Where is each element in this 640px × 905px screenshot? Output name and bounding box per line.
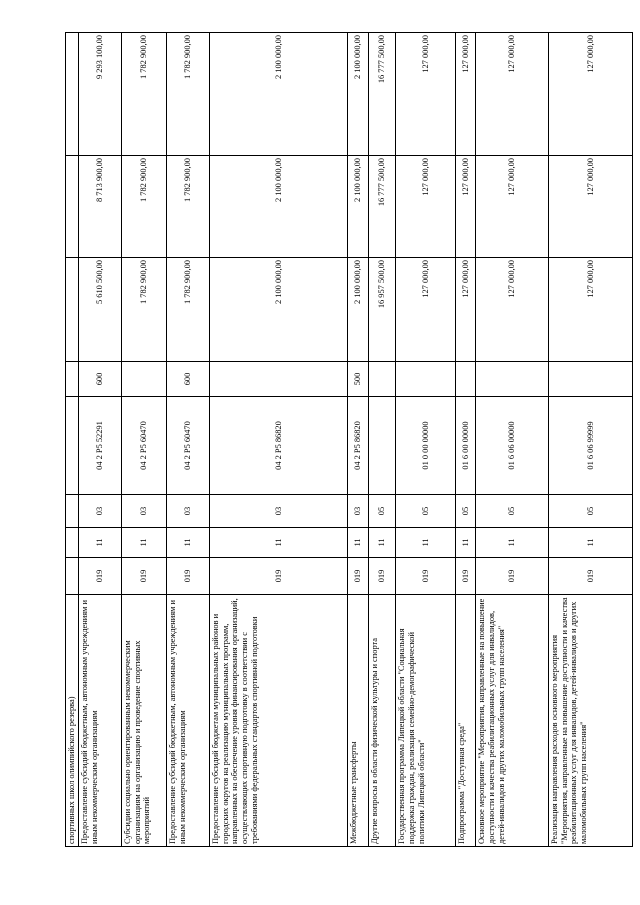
amount-year-3: 1 782 900,00 — [121, 33, 166, 156]
amount-year-3 — [66, 33, 79, 156]
target-article-code: 04 2 P5 52291 — [78, 397, 121, 495]
target-article-code — [368, 397, 396, 495]
amount-year-1: 127 000,00 — [396, 258, 455, 362]
row-name: Другие вопросы в области физической культуры и спорта — [368, 595, 396, 847]
ministry-code: 019 — [78, 558, 121, 595]
amount-year-1: 127 000,00 — [548, 258, 632, 362]
ministry-code: 019 — [121, 558, 166, 595]
table-row — [348, 33, 368, 847]
target-article-code: 01 6 06 99999 — [548, 397, 632, 495]
table-row — [548, 33, 632, 847]
expense-type-code — [548, 362, 632, 397]
section-code: 11 — [396, 528, 455, 558]
expense-type-code — [210, 362, 348, 397]
section-code: 11 — [476, 528, 549, 558]
expense-type-code: 600 — [167, 362, 210, 397]
subsection-code: 03 — [210, 495, 348, 528]
row-name: Подпрограмма "Доступная среда" — [455, 595, 475, 847]
amount-year-2: 16 777 500,00 — [368, 156, 396, 258]
expense-type-code — [396, 362, 455, 397]
table-row — [368, 33, 396, 847]
amount-year-3: 1 782 900,00 — [167, 33, 210, 156]
row-name: спортивных школ олимпийского резерва) — [66, 595, 79, 847]
amount-year-1: 1 782 900,00 — [167, 258, 210, 362]
expense-type-code — [476, 362, 549, 397]
row-name: Предоставление субсидий бюджетам муниципальных районов и городских округов на реализацию муниципальных программ, направленных на обеспечение уровня финансирования организаций, осуществляющих спортивную подготовку в соответствии с требованиями федеральных стандартов спортивной подготовки — [210, 595, 348, 847]
amount-year-1: 127 000,00 — [476, 258, 549, 362]
amount-year-3: 127 000,00 — [548, 33, 632, 156]
section-code: 11 — [348, 528, 368, 558]
target-article-code: 04 2 P5 60470 — [167, 397, 210, 495]
ministry-code: 019 — [548, 558, 632, 595]
ministry-code: 019 — [348, 558, 368, 595]
table-row — [396, 33, 455, 847]
rotated-table-container — [65, 33, 633, 847]
table-row — [476, 33, 549, 847]
amount-year-1: 1 782 900,00 — [121, 258, 166, 362]
expense-type-code — [368, 362, 396, 397]
row-name: Основное мероприятие "Мероприятия, направленные на повышение доступности и качества реабилитационных услуг для инвалидов, детей-инвалидов и других маломобильных групп населения" — [476, 595, 549, 847]
section-code: 11 — [548, 528, 632, 558]
target-article-code: 04 2 P5 60470 — [121, 397, 166, 495]
subsection-code: 05 — [476, 495, 549, 528]
row-name: Государственная программа Липецкой области "Социальная поддержка граждан, реализация семейно-демографической политики Липецкой области" — [396, 595, 455, 847]
target-article-code — [66, 397, 79, 495]
row-name: Предоставление субсидий бюджетным, автономным учреждениям и иным некоммерческим организациям — [167, 595, 210, 847]
amount-year-2: 127 000,00 — [548, 156, 632, 258]
ministry-code — [66, 558, 79, 595]
amount-year-2: 127 000,00 — [455, 156, 475, 258]
amount-year-3: 2 100 000,00 — [210, 33, 348, 156]
expense-type-code: 500 — [348, 362, 368, 397]
amount-year-3: 2 100 000,00 — [348, 33, 368, 156]
amount-year-1: 2 100 000,00 — [210, 258, 348, 362]
target-article-code: 04 2 P5 86820 — [348, 397, 368, 495]
section-code: 11 — [455, 528, 475, 558]
amount-year-2: 127 000,00 — [396, 156, 455, 258]
section-code — [66, 528, 79, 558]
row-name: Межбюджетные трансферты — [348, 595, 368, 847]
amount-year-3: 16 777 500,00 — [368, 33, 396, 156]
subsection-code — [66, 495, 79, 528]
section-code: 11 — [210, 528, 348, 558]
amount-year-3: 9 293 100,00 — [78, 33, 121, 156]
table-row — [455, 33, 475, 847]
amount-year-1: 2 100 000,00 — [348, 258, 368, 362]
expense-type-code — [455, 362, 475, 397]
subsection-code: 05 — [396, 495, 455, 528]
amount-year-2: 2 100 000,00 — [348, 156, 368, 258]
section-code: 11 — [167, 528, 210, 558]
ministry-code: 019 — [210, 558, 348, 595]
subsection-code: 05 — [368, 495, 396, 528]
amount-year-3: 127 000,00 — [476, 33, 549, 156]
amount-year-1: 16 957 500,00 — [368, 258, 396, 362]
table-row — [78, 33, 121, 847]
ministry-code: 019 — [167, 558, 210, 595]
amount-year-2: 1 782 900,00 — [167, 156, 210, 258]
amount-year-1: 127 000,00 — [455, 258, 475, 362]
subsection-code: 03 — [78, 495, 121, 528]
expense-type-code — [66, 362, 79, 397]
row-name: Субсидии социально ориентированным некоммерческим организациям на организацию и проведение спортивных мероприятий — [121, 595, 166, 847]
target-article-code: 04 2 P5 86820 — [210, 397, 348, 495]
table-row — [210, 33, 348, 847]
target-article-code: 01 6 06 00000 — [476, 397, 549, 495]
table-row — [167, 33, 210, 847]
subsection-code: 03 — [121, 495, 166, 528]
ministry-code: 019 — [476, 558, 549, 595]
amount-year-1 — [66, 258, 79, 362]
amount-year-1: 5 610 500,00 — [78, 258, 121, 362]
row-name: Реализация направления расходов основного мероприятия "Мероприятия, направленные на повышение доступности и качества реабилитационных услуг для инвалидов, детей-инвалидов и других маломобильных групп населения" — [548, 595, 632, 847]
amount-year-2: 1 782 900,00 — [121, 156, 166, 258]
section-code: 11 — [78, 528, 121, 558]
amount-year-2: 127 000,00 — [476, 156, 549, 258]
amount-year-3: 127 000,00 — [396, 33, 455, 156]
section-code: 11 — [121, 528, 166, 558]
subsection-code: 03 — [167, 495, 210, 528]
subsection-code: 03 — [348, 495, 368, 528]
table-row — [121, 33, 166, 847]
expense-type-code: 600 — [78, 362, 121, 397]
subsection-code: 05 — [455, 495, 475, 528]
row-name: Предоставление субсидий бюджетным, автономным учреждениям и иным некоммерческим организациям — [78, 595, 121, 847]
subsection-code: 05 — [548, 495, 632, 528]
ministry-code: 019 — [455, 558, 475, 595]
target-article-code: 01 6 00 00000 — [455, 397, 475, 495]
ministry-code: 019 — [368, 558, 396, 595]
table-row — [66, 33, 79, 847]
target-article-code: 01 0 00 00000 — [396, 397, 455, 495]
expense-type-code — [121, 362, 166, 397]
amount-year-3: 127 000,00 — [455, 33, 475, 156]
amount-year-2: 2 100 000,00 — [210, 156, 348, 258]
amount-year-2 — [66, 156, 79, 258]
amount-year-2: 8 713 900,00 — [78, 156, 121, 258]
budget-table — [65, 32, 633, 847]
section-code: 11 — [368, 528, 396, 558]
ministry-code: 019 — [396, 558, 455, 595]
